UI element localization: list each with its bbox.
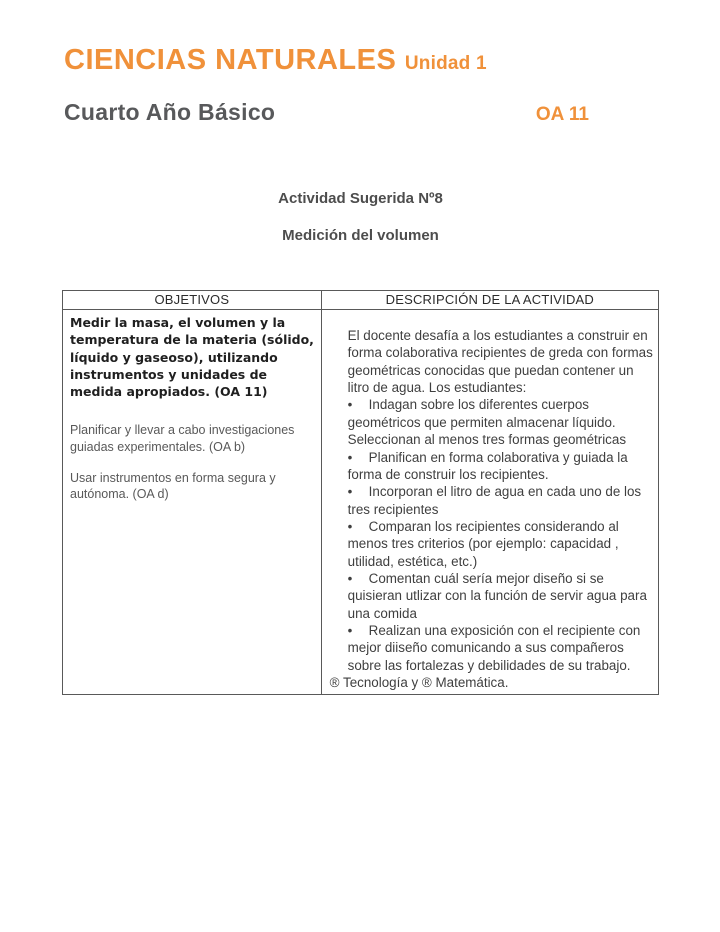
grade-title: Cuarto Año Básico [64,99,276,125]
description-bullet [348,396,654,448]
document-title [64,44,487,77]
objective-secondary-item: Usar instrumentos en forma segura y autónoma. (OA d) [70,470,276,501]
description-bullet [348,622,654,674]
bullet-text: Incorporan el litro de agua en cada uno de los tres recipientes [347,484,642,517]
bullet-icon: • [347,623,353,639]
description-cell [321,310,658,695]
description-bullet [348,449,654,484]
grade-row [64,99,659,126]
objective-main: Medir la masa, el volumen y la temperatura de la materia (sólido, líquido y gaseoso), utilizando instrumentos y unidades de medida apropiados. (OA 11) [70,315,314,399]
table-header-row [63,291,659,310]
unit-label: Unidad 1 [404,53,487,74]
bullet-icon: • [347,571,353,587]
bullet-text: Indagan sobre los diferentes cuerpos geométricos que permiten almacenar líquido. Seleccionan al menos tres formas geométricas [347,397,627,448]
description-intro: El docente desafía a los estudiantes a construir en forma colaborativa recipientes de greda con formas geométricas conocidas que puedan contener un litro de agua. Los estudiantes: [347,328,653,396]
activity-title: Actividad Sugerida Nº8 [278,190,443,207]
activity-subtitle: Medición del volumen [282,227,439,244]
bullet-text: Planifican en forma colaborativa y guiada la forma de construir los recipientes. [347,449,628,482]
table-body-row [63,310,659,695]
subject-title: CIENCIAS NATURALES [64,44,397,76]
description-bullet [348,518,654,570]
bullet-icon: • [347,397,353,413]
oa-badge: OA 11 [535,104,589,125]
column-header-objetivos: OBJETIVOS [63,291,322,310]
description-bullet [348,483,654,518]
bullet-text: Comentan cuál sería mejor diseño si se quisieran utlizar con la función de servir agua para una comida [347,571,647,621]
objective-secondary-item: Planificar y llevar a cabo investigaciones guiadas experimentales. (OA b) [70,423,295,454]
document-page [62,0,659,932]
bullet-text: Realizan una exposición con el recipiente con mejor diiseño comunicando a sus compañeros sobre las fortalezas y debilidades de su trabajo. [347,623,641,673]
bullet-icon: • [347,449,353,465]
objectives-secondary [70,422,315,502]
bullet-icon: • [347,518,353,534]
objectives-cell [63,310,322,695]
description-footer: ® Tecnología y ® Matemática. [329,675,509,691]
description-bullet [348,570,654,622]
bullet-text: Comparan los recipientes considerando al menos tres criterios (por ejemplo: capacidad , utilidad, estética, etc.) [347,518,619,569]
activity-table [62,290,659,695]
description-body [348,327,654,674]
bullet-icon: • [347,484,353,500]
column-header-descripcion: DESCRIPCIÓN DE LA ACTIVIDAD [321,291,658,310]
